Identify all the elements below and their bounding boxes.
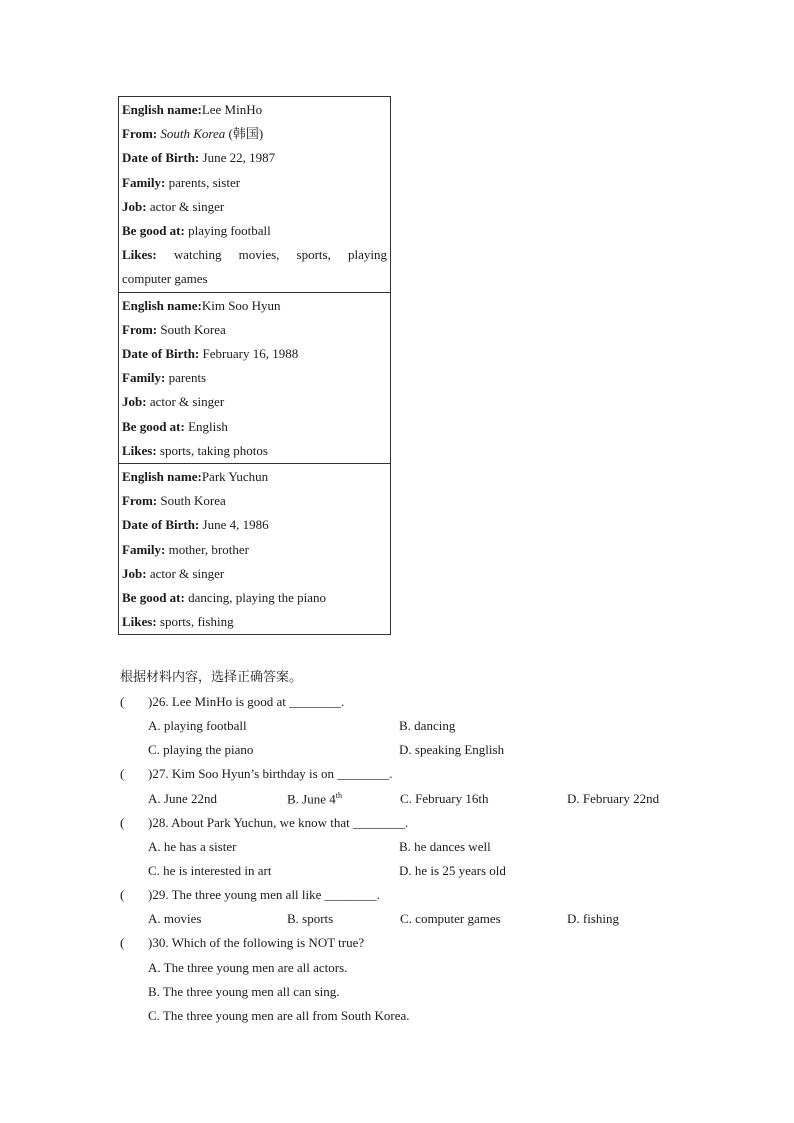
dob-value: February 16, 1988 — [202, 346, 299, 362]
from-row — [122, 318, 387, 342]
from-value: South Korea — [160, 493, 226, 509]
dob-label: Date of Birth: — [122, 517, 200, 533]
from-row — [122, 122, 387, 146]
family-row — [122, 366, 387, 390]
good-at-value: dancing, playing the piano — [188, 590, 327, 606]
name-label: English name: — [122, 297, 202, 313]
answer-blank[interactable]: ( — [120, 766, 125, 781]
name-label: English name: — [122, 102, 202, 117]
family-label: Family: — [122, 541, 166, 557]
likes-row — [122, 243, 387, 267]
job-row — [122, 390, 387, 414]
family-row — [122, 538, 387, 562]
from-label: From: — [122, 126, 158, 142]
name-value: Kim Soo Hyun — [201, 297, 281, 313]
question-text: )28. About Park Yuchun, we know that ________. — [148, 815, 409, 830]
good-at-value: English — [188, 418, 228, 434]
good-at-label: Be good at: — [122, 223, 185, 239]
dob-row — [122, 146, 387, 170]
profiles-table — [118, 96, 391, 635]
option-a[interactable]: A. playing football — [148, 718, 247, 733]
from-value: South Korea — [160, 321, 226, 337]
option-d[interactable]: D. he is 25 years old — [399, 863, 506, 878]
dob-label: Date of Birth: — [122, 346, 200, 362]
answer-blank[interactable]: ( — [120, 694, 125, 709]
option-c[interactable]: C. computer games — [400, 911, 501, 926]
option-b-superscript: th — [335, 791, 342, 800]
name-value: Park Yuchun — [201, 469, 269, 485]
likes-value: sports, taking photos — [159, 442, 268, 458]
profile-card — [119, 97, 390, 293]
option-c[interactable]: C. playing the piano — [148, 742, 254, 757]
answer-blank[interactable]: ( — [120, 815, 125, 830]
likes-row-continued — [122, 267, 387, 291]
question-stem — [120, 815, 408, 831]
instruction: 根据材料内容，选择正确答案。 — [120, 670, 303, 685]
option-a[interactable]: A. June 22nd — [148, 791, 217, 806]
from-label: From: — [122, 321, 158, 337]
option-b-text: B. June 4 — [287, 791, 336, 807]
option-b[interactable]: B. The three young men all can sing. — [148, 984, 340, 999]
question-stem — [120, 766, 392, 782]
likes-label: Likes: — [122, 247, 157, 263]
question-text: )30. Which of the following is NOT true? — [148, 935, 365, 950]
option-d[interactable]: D. February 22nd — [567, 791, 660, 806]
question-text: )29. The three young men all like ________. — [148, 887, 380, 902]
job-label: Job: — [122, 565, 147, 581]
question-stem — [120, 694, 344, 710]
job-row — [122, 195, 387, 219]
profile-card — [119, 293, 390, 464]
job-value: actor & singer — [149, 394, 225, 410]
likes-label: Likes: — [122, 442, 157, 458]
option-b[interactable]: B. sports — [287, 911, 334, 926]
likes-row — [122, 439, 387, 463]
dob-row — [122, 342, 387, 366]
from-note: (韩国) — [225, 126, 264, 142]
good-at-value: playing football — [188, 223, 271, 239]
family-value: mother, brother — [168, 541, 249, 557]
likes-value: sports, fishing — [159, 614, 234, 630]
option-a[interactable]: A. movies — [148, 911, 202, 926]
job-value: actor & singer — [149, 198, 225, 214]
option-d[interactable]: D. speaking English — [399, 742, 505, 757]
good-at-row — [122, 415, 387, 439]
option-c[interactable]: C. The three young men are all from South Korea. — [148, 1008, 410, 1023]
from-label: From: — [122, 493, 158, 509]
job-row — [122, 562, 387, 586]
family-value: parents, sister — [168, 174, 241, 190]
option-a[interactable]: A. he has a sister — [148, 839, 237, 854]
good-at-row — [122, 219, 387, 243]
dob-row — [122, 513, 387, 537]
option-d[interactable]: D. fishing — [567, 911, 619, 926]
from-row — [122, 489, 387, 513]
family-value: parents — [168, 370, 207, 386]
job-label: Job: — [122, 394, 147, 410]
good-at-row — [122, 586, 387, 610]
likes-value: watching movies, sports, playing — [173, 247, 387, 263]
likes-row — [122, 610, 387, 634]
answer-blank[interactable]: ( — [120, 887, 125, 902]
name-row — [122, 465, 387, 489]
dob-value: June 22, 1987 — [202, 150, 276, 166]
option-a[interactable]: A. The three young men are all actors. — [148, 960, 348, 975]
family-row — [122, 171, 387, 195]
question-text: )27. Kim Soo Hyun’s birthday is on ________. — [148, 766, 393, 781]
option-b[interactable]: B. he dances well — [399, 839, 491, 854]
question-text: )26. Lee MinHo is good at ________. — [148, 694, 345, 709]
good-at-label: Be good at: — [122, 418, 185, 434]
name-row — [122, 294, 387, 318]
job-value: actor & singer — [149, 565, 225, 581]
option-c[interactable]: C. he is interested in art — [148, 863, 272, 878]
profile-card — [119, 464, 390, 634]
job-label: Job: — [122, 198, 147, 214]
family-label: Family: — [122, 370, 166, 386]
from-value: South Korea — [160, 126, 226, 142]
name-value: Lee MinHo — [201, 102, 263, 117]
dob-label: Date of Birth: — [122, 150, 200, 166]
question-stem — [120, 887, 380, 903]
option-c[interactable]: C. February 16th — [400, 791, 489, 806]
option-b[interactable]: B. dancing — [399, 718, 456, 733]
good-at-label: Be good at: — [122, 590, 185, 606]
answer-blank[interactable]: ( — [120, 935, 125, 950]
dob-value: June 4, 1986 — [202, 517, 269, 533]
family-label: Family: — [122, 174, 166, 190]
name-label: English name: — [122, 469, 202, 485]
name-row — [122, 98, 387, 122]
likes-label: Likes: — [122, 614, 157, 630]
option-b[interactable] — [287, 791, 342, 807]
question-stem — [120, 935, 364, 951]
likes-value-continued: computer games — [122, 271, 208, 287]
